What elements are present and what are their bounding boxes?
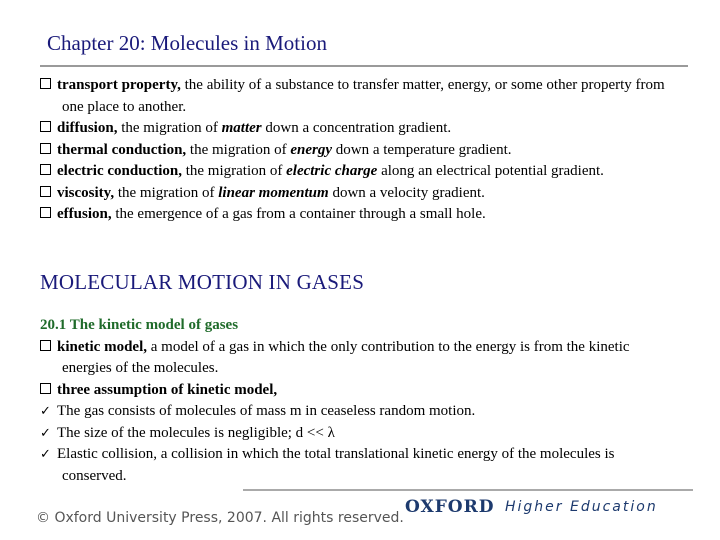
oxford-logo: OXFORD (405, 497, 495, 517)
assumption-item (40, 444, 680, 487)
checkmark-icon: ✓ (40, 404, 51, 419)
definition-text: down a velocity gradient. (328, 184, 485, 201)
definition-text: the migration of (117, 120, 222, 136)
checkbox-square-icon (40, 143, 51, 154)
definition-term: kinetic model, (57, 338, 147, 355)
kinetic-model-section (40, 315, 680, 487)
definition-text: the migration of (181, 163, 287, 179)
definition-text: the migration of (114, 184, 219, 201)
definition-text: the ability of a substance to transfer matter, energy, or some other property from one place to another. (62, 77, 665, 115)
definition-term: thermal conduction, (57, 141, 187, 158)
checkbox-square-icon (40, 186, 51, 197)
definition-thermal-conduction (40, 140, 680, 162)
definition-electric-conduction (40, 161, 680, 183)
definition-text: along an electrical potential gradient. (377, 163, 604, 179)
definition-emphasis: electric charge (286, 163, 378, 179)
copyright-notice: © Oxford University Press, 2007. All rights reserved. (36, 510, 404, 526)
definition-transport-property (40, 75, 680, 118)
assumption-item (40, 401, 680, 423)
checkbox-square-icon (40, 383, 51, 394)
footer-divider (243, 489, 693, 491)
checkbox-square-icon (40, 207, 51, 218)
definition-term: electric conduction, (57, 163, 182, 179)
definition-kinetic-model (40, 337, 680, 380)
definition-emphasis: matter (221, 120, 262, 136)
checkbox-square-icon (40, 78, 51, 89)
checkbox-square-icon (40, 340, 51, 351)
definition-term: effusion, (57, 206, 112, 222)
checkbox-square-icon (40, 121, 51, 132)
assumption-text: The gas consists of molecules of mass m in ceaseless random motion. (57, 403, 476, 419)
definition-effusion (40, 204, 680, 226)
definition-emphasis: energy (290, 141, 332, 158)
definition-term: viscosity, (57, 184, 115, 201)
assumption-item (40, 423, 680, 445)
definition-text: the emergence of a gas from a container through a small hole. (111, 206, 486, 222)
definition-diffusion (40, 118, 680, 140)
definitions-list (40, 75, 680, 226)
definition-viscosity (40, 183, 680, 205)
page-title: Chapter 20: Molecules in Motion (47, 31, 327, 55)
definition-emphasis: linear momentum (218, 184, 329, 201)
definition-text: a model of a gas in which the only contribution to the energy is from the kinetic energies of the molecules. (62, 338, 630, 376)
checkbox-square-icon (40, 164, 51, 175)
definition-text: the migration of (186, 141, 291, 158)
section-heading: MOLECULAR MOTION IN GASES (40, 270, 365, 294)
definition-term: transport property, (57, 77, 181, 93)
definition-term: diffusion, (57, 120, 118, 136)
assumptions-label-item (40, 380, 680, 402)
assumptions-label: three assumption of kinetic model, (57, 381, 278, 398)
assumption-text: The size of the molecules is negligible; d << λ (57, 424, 335, 441)
subsection-heading: 20.1 The kinetic model of gases (40, 317, 239, 333)
checkmark-icon: ✓ (40, 425, 51, 441)
higher-education-label: Higher Education (505, 499, 658, 515)
title-divider (40, 65, 688, 67)
checkmark-icon: ✓ (40, 447, 51, 462)
assumption-text: Elastic collision, a collision in which the total translational kinetic energy of the molecules is conserved. (57, 446, 615, 484)
definition-text: down a temperature gradient. (331, 141, 512, 158)
definition-text: down a concentration gradient. (261, 120, 452, 136)
